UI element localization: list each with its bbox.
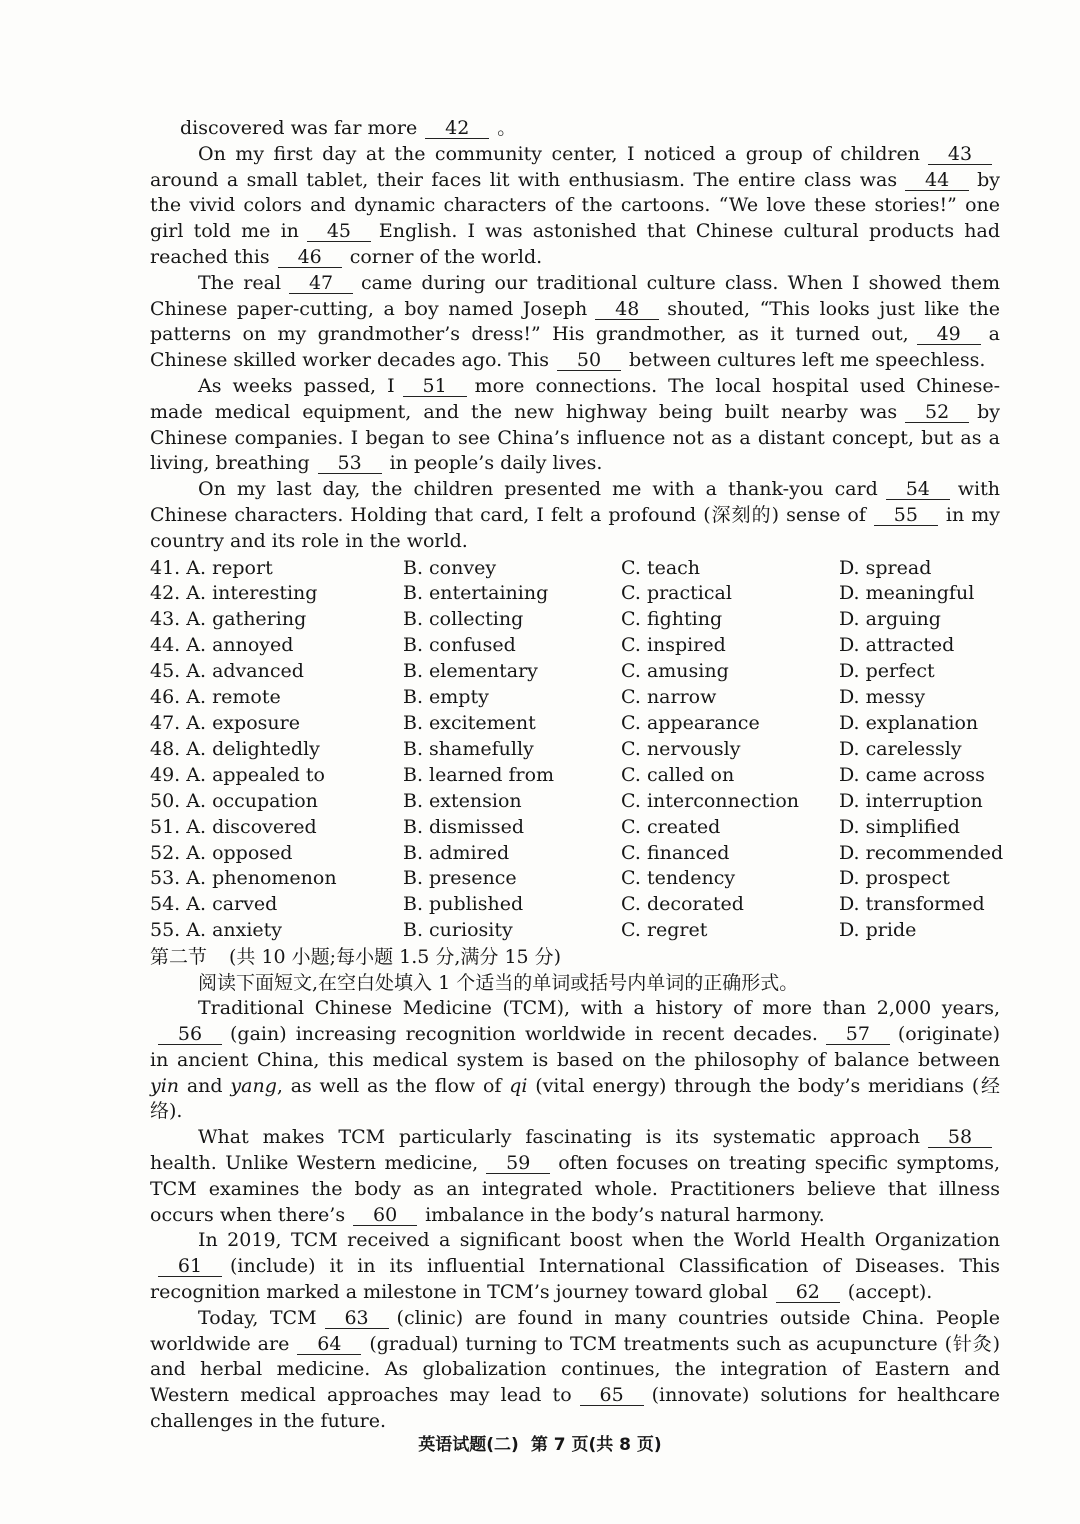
text: English. I was astonished that Chinese cultural products had reached this	[150, 220, 1000, 268]
blank-52[interactable]: 52	[905, 402, 969, 423]
text: discovered was far more	[180, 117, 418, 139]
option-b[interactable]: B. presence	[403, 867, 517, 890]
paragraph-2	[150, 271, 1000, 374]
option-text: A. occupation	[186, 789, 318, 812]
option-b[interactable]: B. empty	[403, 686, 489, 709]
option-a[interactable]	[150, 685, 403, 711]
option-a[interactable]	[150, 918, 403, 944]
section-info: (共 10 小题;每小题 1.5 分,满分 15 分)	[229, 946, 562, 969]
text: came during our traditional culture class. When I showed them Chinese paper-cutting, a boy named Joseph	[150, 271, 1000, 320]
blank-45[interactable]: 45	[307, 221, 371, 242]
option-c[interactable]: C. practical	[621, 582, 732, 605]
option-b[interactable]: B. entertaining	[403, 582, 549, 605]
question-number: 49.	[150, 763, 181, 786]
option-c[interactable]: C. regret	[621, 919, 708, 942]
text: (clinic) are found in many countries outside China. People worldwide are	[150, 1306, 1000, 1355]
section-heading	[150, 944, 1000, 970]
option-b[interactable]: B. convey	[403, 556, 497, 579]
option-row	[150, 737, 1000, 763]
question-number: 43.	[150, 608, 181, 631]
blank-44[interactable]: 44	[905, 170, 969, 191]
text: (vital energy) through the body’s meridians (经络).	[150, 1074, 1000, 1123]
text: around a small tablet, their faces lit with enthusiasm. The entire class was	[150, 168, 898, 191]
option-d[interactable]: D. transformed	[839, 893, 985, 916]
option-c[interactable]: C. interconnection	[621, 789, 800, 812]
option-row	[150, 866, 1000, 892]
option-c[interactable]: C. called on	[621, 763, 735, 786]
blank-65[interactable]: 65	[580, 1385, 644, 1406]
option-a[interactable]	[150, 866, 403, 892]
question-number: 45.	[150, 660, 181, 683]
option-text: A. anxiety	[186, 919, 283, 942]
question-number: 54.	[150, 893, 181, 916]
option-text: A. annoyed	[186, 634, 294, 657]
question-number: 55.	[150, 919, 181, 942]
blank-48[interactable]: 48	[595, 299, 659, 320]
cloze-passage	[150, 116, 1000, 555]
option-text: A. remote	[186, 686, 281, 709]
paragraph-1	[150, 996, 1000, 1125]
text: (include) it in its influential International Classification of Diseases. This recognition marked a milestone in TCM’s journey toward global	[150, 1255, 1000, 1303]
italic-term: yang	[230, 1074, 277, 1097]
paragraph-2	[150, 1125, 1000, 1228]
blank-43[interactable]: 43	[928, 144, 992, 165]
option-text: A. opposed	[186, 841, 293, 864]
option-text: A. delightedly	[186, 737, 320, 760]
blank-47[interactable]: 47	[289, 273, 353, 294]
option-c[interactable]: C. appearance	[621, 711, 760, 734]
option-d[interactable]: D. explanation	[839, 711, 979, 734]
option-d[interactable]: D. perfect	[839, 660, 935, 683]
text: Traditional Chinese Medicine (TCM), with a history of more than 2,000 years,	[198, 997, 1000, 1020]
blank-50[interactable]: 50	[557, 350, 621, 371]
option-d[interactable]: D. simplified	[839, 815, 960, 838]
option-text: A. gathering	[186, 608, 307, 631]
option-c[interactable]: C. created	[621, 815, 721, 838]
option-a[interactable]	[150, 659, 403, 685]
text: often focuses on treating specific symptoms, TCM examines the body as an integrated whole. Practitioners believe that illness occurs when there’s	[150, 1151, 1000, 1226]
text: imbalance in the body’s natural harmony.	[425, 1203, 825, 1226]
option-c[interactable]: C. inspired	[621, 634, 726, 657]
blank-42[interactable]: 42	[425, 118, 489, 139]
option-row	[150, 659, 1000, 685]
section-title: 第二节	[150, 946, 208, 969]
option-c[interactable]: C. amusing	[621, 660, 729, 683]
text: (gain) increasing recognition worldwide in recent decades.	[230, 1022, 818, 1045]
blank-60[interactable]: 60	[353, 1205, 417, 1226]
page-footer	[0, 1430, 1080, 1455]
fill-in-passage	[150, 996, 1000, 1435]
blank-55[interactable]: 55	[874, 505, 938, 526]
option-d[interactable]: D. pride	[839, 919, 917, 942]
text: What makes TCM particularly fascinating is its systematic approach	[198, 1126, 920, 1149]
answer-options	[150, 556, 1004, 945]
option-d[interactable]: D. carelessly	[839, 737, 962, 760]
text: more connections. The local hospital used Chinese-made medical equipment, and the new highway being built nearby was	[150, 374, 1000, 423]
option-b[interactable]: B. published	[403, 893, 524, 916]
question-number: 50.	[150, 789, 181, 812]
blank-63[interactable]: 63	[325, 1308, 389, 1329]
option-a[interactable]	[150, 763, 403, 789]
option-row	[150, 918, 1000, 944]
option-row	[150, 763, 1000, 789]
option-text: A. appealed to	[186, 763, 325, 786]
option-b[interactable]: B. learned from	[403, 763, 555, 786]
option-c[interactable]: C. nervously	[621, 737, 741, 760]
option-text: A. advanced	[186, 660, 304, 683]
option-a[interactable]	[150, 711, 403, 737]
question-number: 47.	[150, 711, 181, 734]
option-b[interactable]: B. dismissed	[403, 815, 525, 838]
italic-term: yin	[150, 1074, 180, 1097]
blank-62[interactable]: 62	[776, 1282, 840, 1303]
option-row	[150, 633, 1000, 659]
blank-49[interactable]: 49	[917, 324, 981, 345]
option-a[interactable]	[150, 815, 403, 841]
question-number: 44.	[150, 634, 181, 657]
text: shouted, “This looks just like the patterns on my grandmother’s dress!” His grandmother, as it turned out,	[150, 297, 1000, 346]
option-c[interactable]: C. narrow	[621, 686, 717, 709]
option-a[interactable]	[150, 607, 403, 633]
option-row	[150, 711, 1000, 737]
footer-page-number: 第 7 页(共 8 页)	[530, 1435, 662, 1455]
paragraph-4	[150, 1306, 1000, 1435]
text: The real	[198, 271, 282, 294]
option-b[interactable]: B. elementary	[403, 660, 538, 683]
blank-53[interactable]: 53	[318, 453, 382, 474]
footer-subject: 英语试题(二)	[418, 1435, 519, 1455]
option-c[interactable]: C. teach	[621, 556, 701, 579]
option-b[interactable]: B. confused	[403, 634, 516, 657]
text: between cultures left me speechless.	[628, 349, 986, 372]
option-a[interactable]	[150, 581, 403, 607]
option-d[interactable]: D. spread	[839, 556, 932, 579]
text: in people’s daily lives.	[389, 452, 603, 475]
question-number: 51.	[150, 815, 181, 838]
text: and	[186, 1074, 223, 1097]
option-b[interactable]: B. excitement	[403, 711, 536, 734]
option-row	[150, 556, 1000, 582]
text: (originate) in ancient China, this medical system is based on the philosophy of balance between	[150, 1022, 1000, 1071]
blank-56[interactable]: 56	[158, 1024, 222, 1045]
text: On my last day, the children presented me with a thank-you card	[198, 478, 878, 501]
option-text: A. carved	[186, 893, 278, 916]
text: 。	[497, 117, 517, 139]
option-text: A. interesting	[186, 582, 318, 605]
text: by the vivid colors and dynamic characters of the cartoons. “We love these stories!” one girl told me in	[150, 168, 1000, 243]
text: a Chinese skilled worker decades ago. This	[150, 323, 1000, 372]
blank-51[interactable]: 51	[403, 376, 467, 397]
text: In 2019, TCM received a significant boost when the World Health Organization	[198, 1229, 1000, 1252]
option-a[interactable]	[150, 841, 403, 867]
option-c[interactable]: C. financed	[621, 841, 730, 864]
text: , as well as the flow of	[276, 1074, 502, 1097]
blank-46[interactable]: 46	[278, 247, 342, 268]
option-b[interactable]: B. collecting	[403, 608, 524, 631]
text: by Chinese companies. I began to see China’s influence not as a distant concept, but as a living, breathing	[150, 400, 1000, 475]
exam-page	[150, 116, 1004, 1435]
option-c[interactable]: C. tendency	[621, 867, 736, 890]
question-number: 53.	[150, 867, 181, 890]
blank-59[interactable]: 59	[486, 1153, 550, 1174]
option-text: A. phenomenon	[186, 867, 337, 890]
option-row	[150, 581, 1000, 607]
option-a[interactable]	[150, 789, 403, 815]
option-row	[150, 685, 1000, 711]
option-d[interactable]: D. messy	[839, 686, 926, 709]
option-text: A. exposure	[186, 711, 300, 734]
option-b[interactable]: B. admired	[403, 841, 510, 864]
text: (accept).	[847, 1280, 933, 1303]
text: with Chinese characters. Holding that card, I felt a profound (深刻的) sense of	[150, 478, 1000, 526]
option-d[interactable]: D. prospect	[839, 867, 950, 890]
paragraph-0	[150, 116, 1000, 142]
text: On my first day at the community center, I noticed a group of children	[198, 142, 920, 165]
option-row	[150, 892, 1000, 918]
option-c[interactable]: C. decorated	[621, 893, 744, 916]
option-d[interactable]: D. meaningful	[839, 582, 975, 605]
italic-term: qi	[509, 1074, 528, 1097]
text: (gradual) turning to TCM treatments such as acupuncture (针灸) and herbal medicine. As globalization continues, the integration of Eastern and Western medical approaches may lead to	[150, 1332, 1000, 1407]
paragraph-4	[150, 477, 1000, 554]
option-row	[150, 815, 1000, 841]
option-b[interactable]: B. curiosity	[403, 919, 513, 942]
option-c[interactable]: C. fighting	[621, 608, 723, 631]
option-d[interactable]: D. came across	[839, 763, 985, 786]
option-d[interactable]: D. recommended	[839, 841, 1004, 864]
blank-54[interactable]: 54	[886, 479, 950, 500]
question-number: 48.	[150, 737, 181, 760]
option-a[interactable]	[150, 892, 403, 918]
text: As weeks passed, I	[198, 374, 395, 397]
text: corner of the world.	[349, 245, 543, 268]
option-a[interactable]	[150, 556, 403, 582]
section-instruction: 阅读下面短文,在空白处填入 1 个适当的单词或括号内单词的正确形式。	[198, 972, 799, 995]
option-text: A. discovered	[186, 815, 317, 838]
blank-61[interactable]: 61	[158, 1256, 222, 1277]
option-row	[150, 841, 1004, 867]
paragraph-1	[150, 142, 1000, 271]
paragraph-3	[150, 374, 1000, 477]
option-a[interactable]	[150, 633, 403, 659]
option-d[interactable]: D. arguing	[839, 608, 941, 631]
question-number: 41.	[150, 556, 181, 579]
option-a[interactable]	[150, 737, 403, 763]
text: in my country and its role in the world.	[150, 503, 1001, 552]
blank-57[interactable]: 57	[826, 1024, 890, 1045]
blank-64[interactable]: 64	[297, 1334, 361, 1355]
option-row	[150, 607, 1000, 633]
question-number: 52.	[150, 841, 181, 864]
option-d[interactable]: D. interruption	[839, 789, 983, 812]
blank-58[interactable]: 58	[928, 1127, 992, 1148]
option-b[interactable]: B. shamefully	[403, 737, 534, 760]
text: health. Unlike Western medicine,	[150, 1151, 479, 1174]
text: (innovate) solutions for healthcare challenges in the future.	[150, 1384, 1000, 1432]
question-number: 46.	[150, 686, 181, 709]
option-b[interactable]: B. extension	[403, 789, 522, 812]
option-text: A. report	[186, 556, 273, 579]
option-d[interactable]: D. attracted	[839, 634, 955, 657]
question-number: 42.	[150, 582, 181, 605]
paragraph-3	[150, 1228, 1000, 1305]
text: Today, TCM	[198, 1306, 317, 1329]
option-row	[150, 789, 1000, 815]
